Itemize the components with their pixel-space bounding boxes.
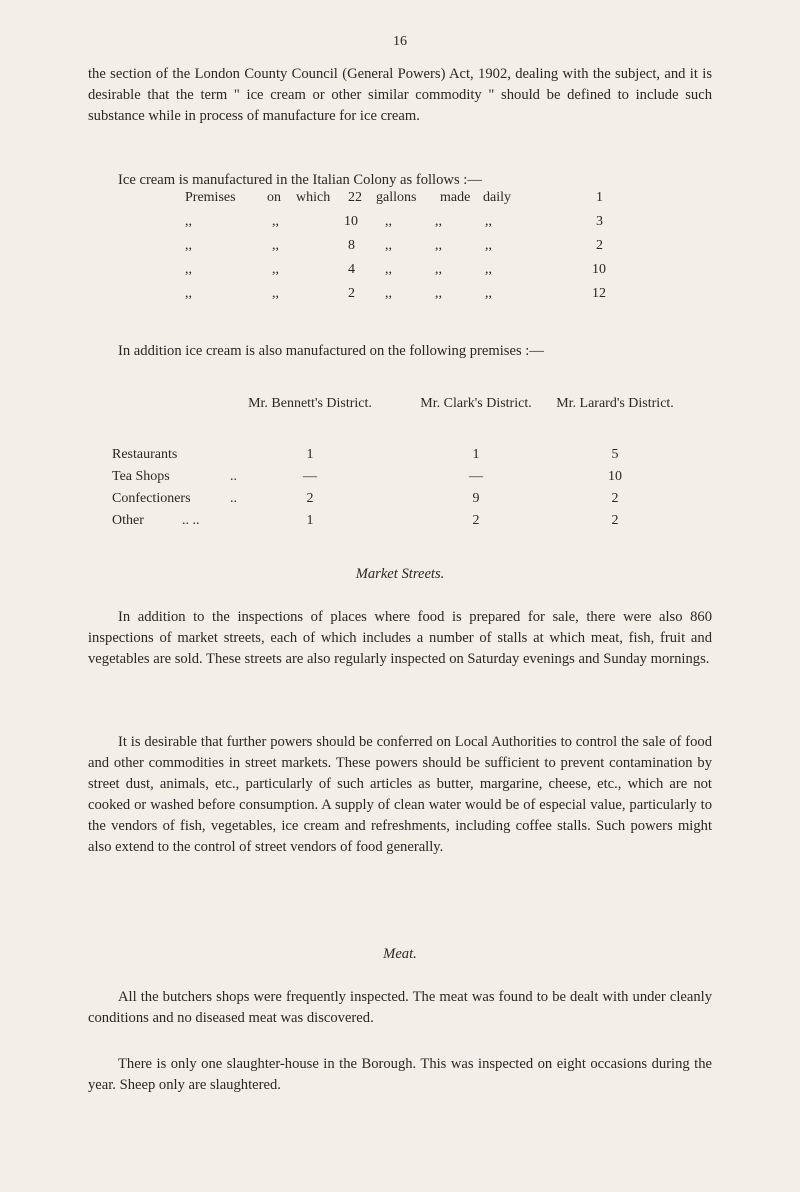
premises-table (112, 395, 672, 535)
heading-meat: Meat. (383, 946, 417, 962)
table-row: Premises on which 22 gallons made daily 1 (185, 190, 603, 205)
market-paragraph-2: It is desirable that further powers should be conferred on Local Authorities to control the sale of food and other commodities in street markets. These powers should be sufficient to prevent contamination by street dust, animals, etc., particularly of such articles as butter, margarine, cheese, etc., which are not cooked or washed before consumption. A supply of clean water would be of especial value, particularly to the vendors of fish, vegetables, ice cream and refreshments, including coffee stalls. Such powers might also extend to the control of street vendors of food generally. (88, 734, 712, 855)
table-row: ,, ,, 10 ,, ,, ,, 3 (185, 214, 603, 229)
column-header-clark: Mr. Clark's District. (420, 396, 532, 411)
table-header (112, 395, 672, 435)
column-header-bennett: Mr. Bennett's District. (248, 396, 372, 411)
colony-paragraph: Ice cream is manufactured in the Italian Colony as follows :— (118, 172, 482, 188)
table-row: ,, ,, 4 ,, ,, ,, 10 (185, 262, 606, 277)
table-row: Confectioners .. 2 9 2 (112, 491, 619, 506)
page-number: 16 (393, 34, 407, 49)
meat-paragraph-2: There is only one slaughter-house in the Borough. This was inspected on eight occasions during the year. Sheep only are slaughtered. (88, 1056, 712, 1093)
table-row: ,, ,, 8 ,, ,, ,, 2 (185, 238, 603, 253)
intro-paragraph: the section of the London County Council (General Powers) Act, 1902, dealing with the subject, and it is desirable that the term " ice cream or other similar commodity " should be defined to include such substance while in process of manufacture for ice cream. (88, 66, 712, 124)
meat-paragraph-1: All the butchers shops were frequently inspected. The meat was found to be dealt with under cleanly conditions and no diseased meat was discovered. (88, 989, 712, 1026)
gallons-table (180, 190, 620, 310)
table-row: Tea Shops .. — — 10 (112, 469, 622, 484)
heading-market-streets: Market Streets. (355, 566, 445, 582)
table-row: Restaurants 1 1 5 (112, 447, 619, 462)
addition-paragraph: In addition ice cream is also manufactured on the following premises :— (118, 343, 544, 359)
table-row: Other .. .. 1 2 2 (112, 513, 619, 528)
column-header-larard: Mr. Larard's District. (556, 396, 674, 411)
market-paragraph-1: In addition to the inspections of places where food is prepared for sale, there were also 860 inspections of market streets, each of which includes a number of stalls at which meat, fish, fruit and vegetables are sold. These streets are also regularly inspected on Saturday evenings and Sunday mornings. (88, 609, 712, 667)
table-row: ,, ,, 2 ,, ,, ,, 12 (185, 286, 606, 301)
